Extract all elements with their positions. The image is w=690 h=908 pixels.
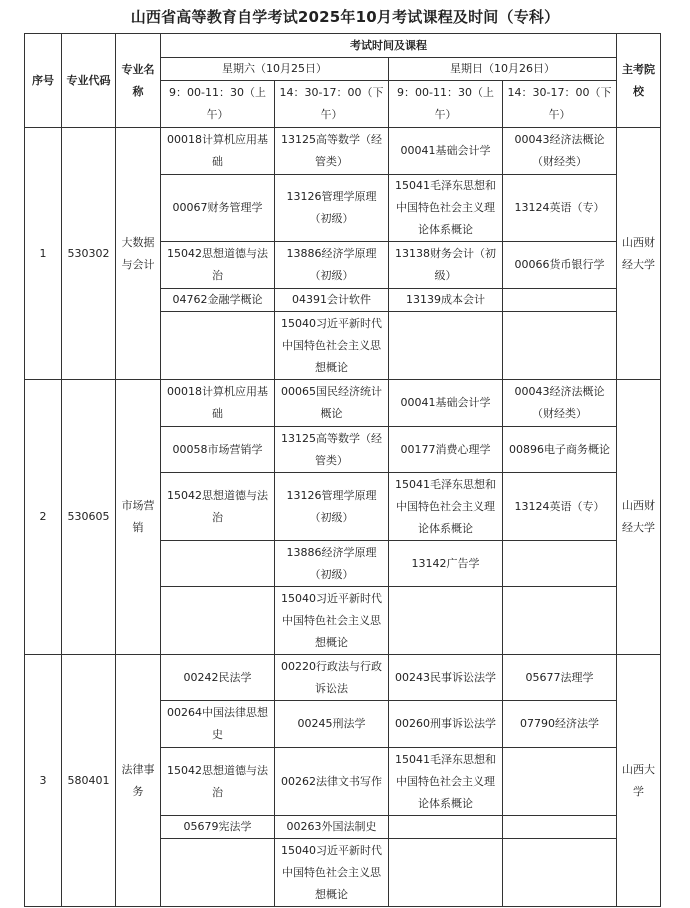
course-cell: 00041基础会计学 <box>389 128 503 175</box>
major-name: 大数据与会计 <box>116 128 161 380</box>
course-cell: 15040习近平新时代中国特色社会主义思想概论 <box>275 839 389 907</box>
course-cell: 15042思想道德与法治 <box>161 748 275 816</box>
major-school: 山西财经大学 <box>617 380 661 655</box>
course-cell: 00264中国法律思想史 <box>161 701 275 748</box>
course-cell: 15040习近平新时代中国特色社会主义思想概论 <box>275 587 389 655</box>
header-sun-am: 9：00-11：30（上午） <box>389 81 503 128</box>
course-cell <box>389 312 503 380</box>
course-cell <box>503 587 617 655</box>
table-row <box>25 655 661 701</box>
course-cell: 00243民事诉讼法学 <box>389 655 503 701</box>
course-cell: 04391会计软件 <box>275 289 389 312</box>
course-cell: 15040习近平新时代中国特色社会主义思想概论 <box>275 312 389 380</box>
header-saturday: 星期六（10月25日） <box>161 58 389 81</box>
major-code: 530605 <box>62 380 116 655</box>
header-name: 专业名称 <box>116 34 161 128</box>
course-cell: 00245刑法学 <box>275 701 389 748</box>
header-exam-time: 考试时间及课程 <box>161 34 617 58</box>
course-cell: 00058市场营销学 <box>161 427 275 473</box>
course-cell <box>503 289 617 312</box>
course-cell: 15041毛泽东思想和中国特色社会主义理论体系概论 <box>389 748 503 816</box>
course-cell: 13124英语（专） <box>503 473 617 541</box>
course-cell: 13138财务会计（初级） <box>389 242 503 289</box>
course-cell <box>503 748 617 816</box>
course-cell: 00018计算机应用基础 <box>161 128 275 175</box>
major-school: 山西大学 <box>617 655 661 907</box>
course-cell: 00177消费心理学 <box>389 427 503 473</box>
table-row <box>25 128 661 175</box>
major-seq: 3 <box>25 655 62 907</box>
course-cell: 00262法律文书写作 <box>275 748 389 816</box>
schedule-body <box>25 128 661 907</box>
course-cell: 00220行政法与行政诉讼法 <box>275 655 389 701</box>
course-cell: 05679宪法学 <box>161 816 275 839</box>
course-cell <box>389 839 503 907</box>
course-cell: 13886经济学原理（初级） <box>275 242 389 289</box>
course-cell: 13126管理学原理（初级） <box>275 175 389 242</box>
major-seq: 2 <box>25 380 62 655</box>
major-name: 市场营销 <box>116 380 161 655</box>
course-cell: 13125高等数学（经管类） <box>275 427 389 473</box>
major-code: 580401 <box>62 655 116 907</box>
course-cell: 15041毛泽东思想和中国特色社会主义理论体系概论 <box>389 473 503 541</box>
course-cell: 07790经济法学 <box>503 701 617 748</box>
course-cell: 13126管理学原理（初级） <box>275 473 389 541</box>
header-sunday: 星期日（10月26日） <box>389 58 617 81</box>
course-cell <box>503 312 617 380</box>
course-cell <box>503 839 617 907</box>
course-cell <box>503 816 617 839</box>
course-cell: 15041毛泽东思想和中国特色社会主义理论体系概论 <box>389 175 503 242</box>
course-cell: 13125高等数学（经管类） <box>275 128 389 175</box>
course-cell: 00260刑事诉讼法学 <box>389 701 503 748</box>
course-cell: 13142广告学 <box>389 541 503 587</box>
header-school: 主考院校 <box>617 34 661 128</box>
course-cell: 00041基础会计学 <box>389 380 503 427</box>
course-cell <box>389 816 503 839</box>
header-seq: 序号 <box>25 34 62 128</box>
course-cell: 00065国民经济统计概论 <box>275 380 389 427</box>
course-cell <box>161 312 275 380</box>
header-sat-am: 9：00-11：30（上午） <box>161 81 275 128</box>
course-cell: 04762金融学概论 <box>161 289 275 312</box>
course-cell: 15042思想道德与法治 <box>161 473 275 541</box>
major-name: 法律事务 <box>116 655 161 907</box>
course-cell: 13886经济学原理（初级） <box>275 541 389 587</box>
course-cell: 00896电子商务概论 <box>503 427 617 473</box>
course-cell <box>389 587 503 655</box>
course-cell: 00067财务管理学 <box>161 175 275 242</box>
course-cell: 00043经济法概论（财经类） <box>503 128 617 175</box>
course-cell: 00043经济法概论（财经类） <box>503 380 617 427</box>
major-code: 530302 <box>62 128 116 380</box>
course-cell: 00242民法学 <box>161 655 275 701</box>
header-code: 专业代码 <box>62 34 116 128</box>
course-cell: 00263外国法制史 <box>275 816 389 839</box>
header-sun-pm: 14：30-17：00（下午） <box>503 81 617 128</box>
course-cell: 00018计算机应用基础 <box>161 380 275 427</box>
course-cell <box>161 541 275 587</box>
course-cell: 13124英语（专） <box>503 175 617 242</box>
course-cell <box>503 541 617 587</box>
header-sat-pm: 14：30-17：00（下午） <box>275 81 389 128</box>
schedule-table <box>24 33 661 907</box>
course-cell: 05677法理学 <box>503 655 617 701</box>
page-title: 山西省高等教育自学考试2025年10月考试课程及时间（专科） <box>130 8 560 26</box>
course-cell <box>161 839 275 907</box>
course-cell: 13139成本会计 <box>389 289 503 312</box>
course-cell: 15042思想道德与法治 <box>161 242 275 289</box>
major-school: 山西财经大学 <box>617 128 661 380</box>
major-seq: 1 <box>25 128 62 380</box>
table-row <box>25 380 661 427</box>
course-cell <box>161 587 275 655</box>
course-cell: 00066货币银行学 <box>503 242 617 289</box>
